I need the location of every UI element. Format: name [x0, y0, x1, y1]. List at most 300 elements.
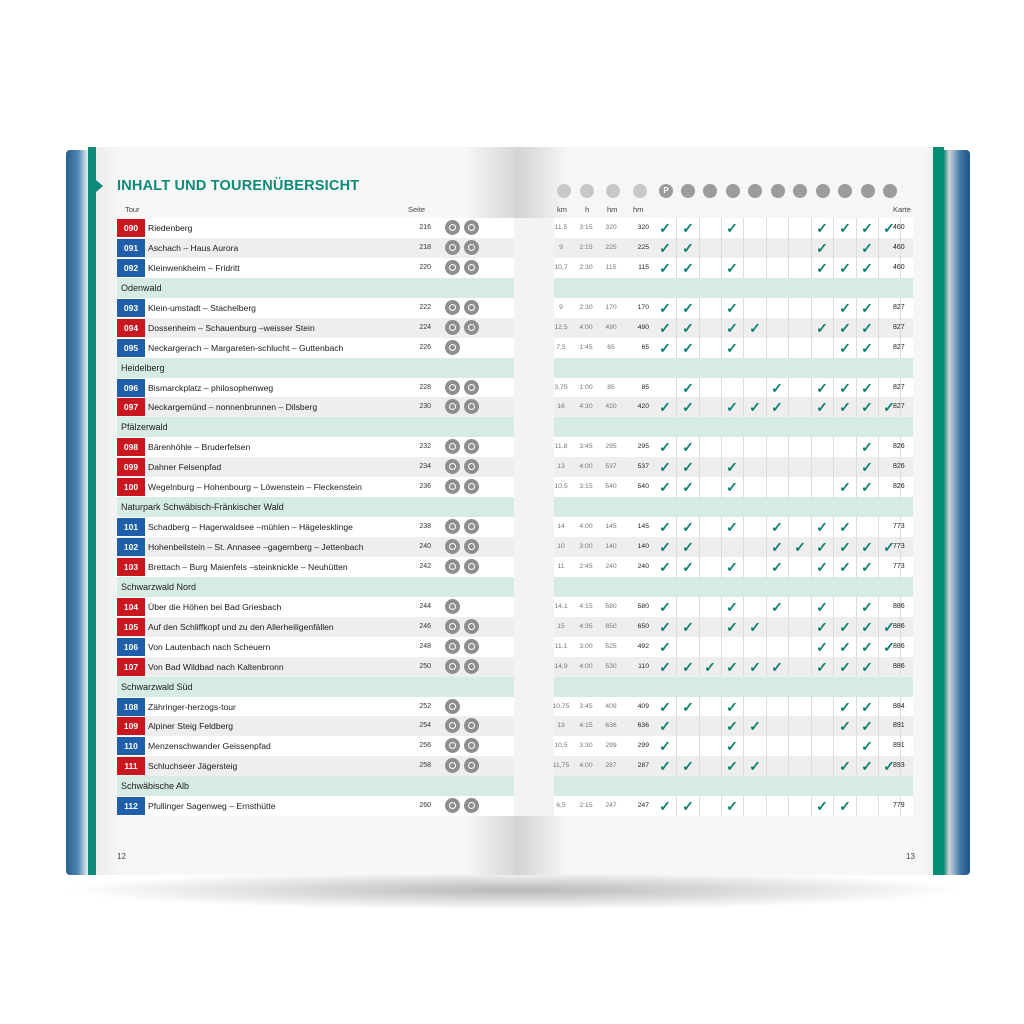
column-divider: [676, 657, 677, 677]
checkmark-icon: ✓: [726, 479, 738, 496]
map-ref: 773: [893, 543, 905, 550]
difficulty-badge-icon: [445, 399, 460, 414]
checkmark-icon: ✓: [659, 220, 671, 236]
column-divider: [766, 796, 767, 816]
ascent-value: 115: [605, 263, 617, 271]
map-ref: 891: [893, 722, 905, 730]
checkmark-icon: ✓: [861, 618, 873, 635]
column-divider: [743, 517, 744, 537]
checkmark-icon: ✓: [682, 259, 694, 276]
family-badge-icon: [464, 758, 479, 773]
page-gutter: [514, 437, 554, 457]
checkmark-icon: ✓: [659, 319, 671, 336]
checkmark-icon: ✓: [659, 439, 671, 456]
column-divider: [699, 457, 700, 477]
descent-value: 580: [637, 602, 649, 610]
km-value: 10: [557, 543, 565, 550]
column-divider: [766, 617, 767, 637]
column-divider: [699, 477, 700, 497]
page-ref: 260: [419, 802, 431, 810]
table-row: [117, 697, 913, 717]
ascent-value: 530: [605, 662, 617, 670]
checkmark-icon: ✓: [726, 598, 738, 615]
difficulty-badge-icon: [445, 320, 460, 335]
tour-number: 100: [117, 478, 145, 496]
km-value: 13: [557, 722, 565, 730]
ascent-value: 140: [605, 543, 617, 550]
duration-value: 4:15: [579, 602, 593, 610]
checkmark-icon: ✓: [839, 299, 851, 316]
checkmark-icon: ✓: [861, 598, 873, 615]
checkmark-icon: ✓: [682, 379, 694, 396]
table-row: [117, 318, 913, 338]
difficulty-badge-icon: [445, 340, 460, 355]
page-ref: 248: [419, 642, 431, 650]
column-divider: [721, 437, 722, 457]
page-ref: 216: [419, 224, 431, 231]
column-divider: [766, 298, 767, 318]
page-gutter: [514, 218, 554, 238]
map-ref: 886: [893, 642, 905, 650]
checkmark-icon: ✓: [883, 539, 895, 555]
checkmark-icon: ✓: [816, 399, 828, 416]
column-divider: [766, 716, 767, 736]
column-divider: [676, 218, 677, 238]
km-value: 14: [557, 523, 565, 531]
page-ref: 236: [419, 483, 431, 491]
duration-value: 2:30: [579, 303, 593, 311]
header-karte: Karte: [893, 205, 911, 214]
tour-name: Alpiner Steig Feldberg: [148, 721, 234, 732]
descent-value: 140: [637, 543, 649, 550]
region-name: Pfälzerwald: [121, 422, 168, 433]
checkmark-icon: ✓: [861, 459, 873, 476]
page-ref: 240: [419, 543, 431, 550]
checkmark-icon: ✓: [659, 339, 671, 356]
page-gutter: [514, 677, 554, 697]
column-divider: [811, 736, 812, 756]
table-row: [117, 457, 913, 477]
km-value: 11,1: [554, 642, 568, 650]
column-divider: [676, 258, 677, 278]
checkmark-icon: ✓: [771, 519, 783, 536]
km-value: 11,5: [554, 224, 568, 231]
column-divider: [721, 637, 722, 657]
viewpoint-icon: [861, 184, 875, 198]
clock-icon: [557, 184, 571, 198]
column-divider: [699, 597, 700, 617]
column-divider: [676, 457, 677, 477]
column-divider: [676, 397, 677, 417]
ascent-value: 540: [605, 483, 617, 491]
family-badge-icon: [464, 619, 479, 634]
column-divider: [788, 517, 789, 537]
descent-value: 85: [641, 383, 649, 391]
tour-number: 112: [117, 797, 145, 815]
tour-number: 097: [117, 398, 145, 416]
column-divider: [788, 457, 789, 477]
parking-icon: P: [659, 184, 673, 198]
column-divider: [766, 756, 767, 776]
descent-value: 490: [637, 323, 649, 331]
duration-value: 4:30: [579, 403, 593, 411]
map-ref: 460: [893, 224, 905, 231]
duration-value: 3:00: [579, 543, 593, 550]
family-badge-icon: [464, 539, 479, 554]
page-gutter: [514, 497, 554, 517]
map-ref: 826: [893, 463, 905, 471]
checkmark-icon: ✓: [749, 758, 761, 775]
checkmark-icon: ✓: [659, 758, 671, 775]
descent-value: 537: [637, 463, 649, 471]
checkmark-icon: ✓: [861, 339, 873, 356]
checkmark-icon: ✓: [794, 539, 806, 555]
column-divider: [788, 617, 789, 637]
checkmark-icon: ✓: [682, 239, 694, 256]
difficulty-badge-icon: [445, 439, 460, 454]
checkmark-icon: ✓: [771, 598, 783, 615]
column-divider: [743, 557, 744, 577]
checkmark-icon: ✓: [726, 220, 738, 236]
region-name: Schwäbische Alb: [121, 781, 190, 792]
column-divider: [699, 338, 700, 358]
duration-value: 3:00: [579, 642, 593, 650]
column-divider: [676, 637, 677, 657]
family-badge-icon: [464, 559, 479, 574]
column-divider: [788, 397, 789, 417]
checkmark-icon: ✓: [839, 379, 851, 396]
checkmark-icon: ✓: [682, 698, 694, 715]
km-value: 10,5: [554, 483, 568, 491]
column-divider: [743, 637, 744, 657]
checkmark-icon: ✓: [839, 539, 851, 555]
column-divider: [721, 378, 722, 398]
page-gutter: [514, 776, 554, 796]
column-divider: [833, 617, 834, 637]
column-divider: [833, 338, 834, 358]
descent-value: 409: [637, 702, 649, 710]
checkmark-icon: ✓: [816, 658, 828, 675]
page-ref: 246: [419, 622, 431, 630]
descent-value: 115: [638, 263, 649, 271]
column-divider: [699, 378, 700, 398]
header-seite: Seite: [408, 205, 426, 214]
checkmark-icon: ✓: [726, 259, 738, 276]
column-divider: [833, 756, 834, 776]
checkmark-icon: ✓: [816, 598, 828, 615]
column-divider: [788, 597, 789, 617]
column-divider: [743, 716, 744, 736]
table-row: [117, 736, 913, 756]
checkmark-icon: ✓: [861, 658, 873, 675]
family-badge-icon: [464, 738, 479, 753]
ascent-value: 247: [605, 802, 617, 810]
checkmark-icon: ✓: [883, 220, 895, 236]
column-divider: [676, 697, 677, 717]
table-row: [117, 258, 913, 278]
car-icon: [816, 184, 830, 198]
region-header: [117, 497, 913, 517]
map-ref: 827: [893, 303, 905, 311]
checkmark-icon: ✓: [839, 220, 851, 236]
tour-name: Wegelnburg – Hohenbourg – Löwenstein – Fleckenstein: [148, 482, 362, 493]
column-divider: [788, 218, 789, 238]
ascent-value: 225: [605, 243, 617, 251]
tour-number: 105: [117, 618, 145, 636]
checkmark-icon: ✓: [771, 379, 783, 396]
tour-name: Dahner Felsenpfad: [148, 462, 222, 473]
ascent-value: 65: [607, 343, 615, 351]
column-divider: [878, 378, 879, 398]
card-icon: [883, 184, 897, 198]
column-divider: [676, 318, 677, 338]
table-row: [117, 338, 913, 358]
column-divider: [833, 557, 834, 577]
column-divider: [743, 736, 744, 756]
tour-name: Von Lautenbach nach Scheuern: [148, 641, 271, 652]
checkmark-icon: ✓: [816, 798, 828, 815]
column-divider: [878, 258, 879, 278]
column-divider: [743, 258, 744, 278]
checkmark-icon: ✓: [839, 698, 851, 715]
table-row: [117, 378, 913, 398]
column-divider: [699, 537, 700, 557]
km-value: 7,5: [556, 343, 566, 351]
checkmark-icon: ✓: [861, 399, 873, 416]
difficulty-badge-icon: [445, 619, 460, 634]
column-divider: [676, 378, 677, 398]
km-value: 10,7: [554, 263, 568, 271]
checkmark-icon: ✓: [659, 658, 671, 675]
difficulty-badge-icon: [445, 559, 460, 574]
checkmark-icon: ✓: [816, 519, 828, 536]
checkmark-icon: ✓: [726, 299, 738, 316]
column-divider: [833, 736, 834, 756]
tour-name: Schadberg – Hagerwaldsee –mühlen – Hägelesklinge: [148, 522, 353, 533]
checkmark-icon: ✓: [659, 598, 671, 615]
checkmark-icon: ✓: [682, 618, 694, 635]
descent-value: 636: [637, 722, 649, 730]
column-divider: [743, 397, 744, 417]
column-divider: [766, 258, 767, 278]
column-divider: [788, 736, 789, 756]
column-divider: [676, 597, 677, 617]
column-divider: [766, 338, 767, 358]
checkmark-icon: ✓: [682, 299, 694, 316]
difficulty-badge-icon: [445, 300, 460, 315]
km-value: 14,1: [554, 602, 568, 610]
table-row: [117, 218, 913, 238]
checkmark-icon: ✓: [659, 259, 671, 276]
page-gutter: [514, 597, 554, 617]
tour-name: Kleinwenkheim – Fridritt: [148, 262, 240, 273]
checkmark-icon: ✓: [771, 539, 783, 555]
column-divider: [788, 318, 789, 338]
column-divider: [676, 437, 677, 457]
checkmark-icon: ✓: [816, 638, 828, 655]
page-ref: 254: [419, 722, 431, 730]
km-value: 16: [557, 403, 565, 411]
checkmark-icon: ✓: [816, 539, 828, 555]
duration-value: 1:45: [579, 343, 593, 351]
checkmark-icon: ✓: [816, 618, 828, 635]
table-row: [117, 657, 913, 677]
duration-value: 3:30: [579, 742, 593, 750]
column-divider: [811, 697, 812, 717]
column-divider: [766, 637, 767, 657]
table-row: [117, 716, 913, 736]
page-ref: 256: [419, 742, 431, 750]
column-divider: [699, 437, 700, 457]
descent-value: 145: [637, 523, 649, 531]
column-divider: [878, 697, 879, 717]
column-divider: [743, 537, 744, 557]
column-divider: [811, 298, 812, 318]
region-header: [117, 776, 913, 796]
bike-icon: [793, 184, 807, 198]
column-divider: [699, 517, 700, 537]
page-gutter: [514, 557, 554, 577]
page-ref: 252: [419, 702, 431, 710]
page-ref: 220: [419, 263, 431, 271]
right-green-edge: [933, 147, 944, 875]
family-badge-icon: [464, 659, 479, 674]
checkmark-icon: ✓: [839, 519, 851, 536]
column-divider: [699, 796, 700, 816]
column-divider: [699, 238, 700, 258]
table-row: [117, 597, 913, 617]
table-row: [117, 756, 913, 776]
checkmark-icon: ✓: [839, 658, 851, 675]
map-ref: 779: [893, 802, 905, 810]
checkmark-icon: ✓: [726, 339, 738, 356]
checkmark-icon: ✓: [861, 319, 873, 336]
checkmark-icon: ✓: [839, 718, 851, 735]
tour-name: Schluchseer Jägersteig: [148, 761, 238, 772]
ascent-value: 537: [605, 463, 617, 471]
page-gutter: [514, 736, 554, 756]
family-badge-icon: [464, 439, 479, 454]
tour-number: 092: [117, 259, 145, 277]
column-divider: [721, 537, 722, 557]
tour-name: Brettach – Burg Maienfels –steinknickle – Neuhütten: [148, 561, 348, 572]
checkmark-icon: ✓: [839, 618, 851, 635]
table-row: [117, 537, 913, 557]
column-divider: [811, 338, 812, 358]
region-header: [117, 577, 913, 597]
column-divider: [878, 517, 879, 537]
duration-value: 3:45: [579, 443, 593, 451]
header-tour: Tour: [125, 205, 140, 214]
checkmark-icon: ✓: [839, 638, 851, 655]
duration-value: 3:15: [579, 483, 593, 491]
page-gutter: [514, 318, 554, 338]
column-divider: [766, 477, 767, 497]
checkmark-icon: ✓: [659, 638, 671, 655]
checkmark-icon: ✓: [861, 259, 873, 276]
page-ref: 238: [419, 523, 431, 531]
column-divider: [833, 238, 834, 258]
checkmark-icon: ✓: [659, 738, 671, 755]
column-divider: [743, 437, 744, 457]
checkmark-icon: ✓: [682, 319, 694, 336]
km-value: 11,8: [554, 443, 568, 451]
column-divider: [878, 298, 879, 318]
column-divider: [788, 298, 789, 318]
column-divider: [676, 298, 677, 318]
page-ref: 242: [419, 562, 431, 570]
family-badge-icon: [464, 459, 479, 474]
ascent-value: 145: [605, 523, 617, 531]
column-divider: [878, 457, 879, 477]
column-divider: [766, 457, 767, 477]
difficulty-badge-icon: [445, 599, 460, 614]
column-divider: [788, 378, 789, 398]
tour-number: 099: [117, 458, 145, 476]
checkmark-icon: ✓: [659, 539, 671, 555]
descent-value: 170: [637, 303, 649, 311]
checkmark-icon: ✓: [749, 718, 761, 735]
column-divider: [878, 338, 879, 358]
tour-name: Über die Höhen bei Bad Griesbach: [148, 601, 282, 612]
descent-value: 650: [637, 622, 649, 630]
tour-number: 091: [117, 239, 145, 257]
ascent-value: 320: [605, 224, 617, 231]
column-divider: [676, 338, 677, 358]
column-divider: [833, 298, 834, 318]
region-name: Schwarzwald Nord: [121, 581, 197, 592]
page-ref: 228: [419, 383, 431, 391]
tour-number: 104: [117, 598, 145, 616]
column-divider: [811, 477, 812, 497]
checkmark-icon: ✓: [682, 539, 694, 555]
ascent-value: 170: [605, 303, 617, 311]
checkmark-icon: ✓: [861, 379, 873, 396]
column-divider: [766, 238, 767, 258]
column-divider: [788, 697, 789, 717]
ascent-value: 299: [605, 742, 617, 750]
km-value: 15: [557, 622, 565, 630]
map-ref: 460: [893, 243, 905, 251]
duration-value: 4:35: [579, 622, 593, 630]
page-gutter: [514, 716, 554, 736]
tour-number: 110: [117, 737, 145, 755]
family-badge-icon: [464, 798, 479, 813]
descent-value: 240: [637, 562, 649, 570]
column-divider: [878, 796, 879, 816]
km-value: 13: [557, 463, 565, 471]
tour-number: 108: [117, 698, 145, 716]
checkmark-icon: ✓: [659, 479, 671, 496]
checkmark-icon: ✓: [659, 698, 671, 715]
checkmark-icon: ✓: [861, 539, 873, 555]
checkmark-icon: ✓: [861, 698, 873, 715]
table-row: [117, 617, 913, 637]
table-row: [117, 477, 913, 497]
map-ref: 826: [893, 483, 905, 491]
page-title: INHALT UND TOURENÜBERSICHT: [117, 178, 360, 194]
map-ref: 460: [893, 263, 905, 271]
column-divider: [811, 437, 812, 457]
column-divider: [788, 238, 789, 258]
tour-number: 096: [117, 379, 145, 397]
tour-number: 094: [117, 319, 145, 337]
map-ref: 827: [893, 343, 905, 351]
column-divider: [743, 597, 744, 617]
difficulty-badge-icon: [445, 240, 460, 255]
map-ref: 827: [893, 403, 905, 411]
column-divider: [878, 657, 879, 677]
